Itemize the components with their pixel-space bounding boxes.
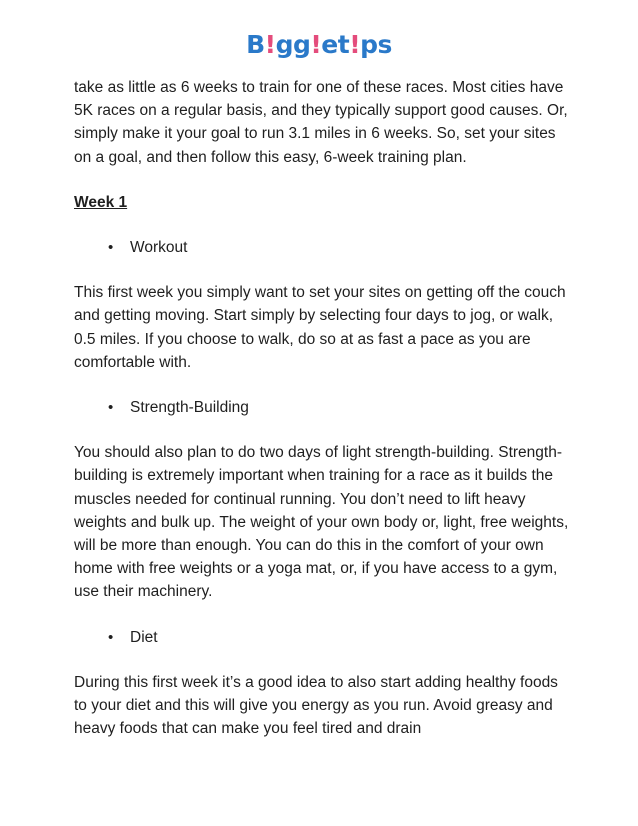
diet-paragraph: During this first week it’s a good idea to also start adding healthy foods to your diet and this will give you energy as you run. Avoid greasy and heavy foods that can make you feel tired and drain bbox=[74, 673, 558, 738]
bullet-icon: • bbox=[108, 399, 114, 417]
bullet-strength-building bbox=[108, 396, 574, 419]
document-body bbox=[74, 76, 574, 762]
intro-paragraph: take as little as 6 weeks to train for one of these races. Most cities have 5K races on a regular basis, and they typically support good causes. Or, simply make it your goal to run 3.1 miles in 6 weeks. So, set your sites on a goal, and then follow this easy, 6-week training plan. bbox=[74, 79, 568, 166]
bullet-label: Strength-Building bbox=[130, 399, 249, 417]
bullet-icon: • bbox=[108, 628, 114, 646]
logo-part: ! bbox=[349, 30, 361, 59]
week-heading: Week 1 bbox=[74, 193, 128, 211]
logo-part: ! bbox=[264, 30, 276, 59]
logo-part: B bbox=[246, 30, 265, 59]
brand-logo bbox=[0, 30, 638, 59]
bullet-label: Diet bbox=[130, 628, 158, 646]
strength-paragraph: You should also plan to do two days of light strength-building. Strength-building is extremely important when training for a race as it builds the muscles needed for continual running. You don’t need to lift heavy weights and bulk up. The weight of your own body or, light, free weights, will be more than enough. You can do this in the comfort of your own home with free weights or a yoga mat, or, if you have access to a gym, use their machinery. bbox=[74, 444, 569, 601]
workout-paragraph: This first week you simply want to set your sites on getting off the couch and getting moving. Start simply by selecting four days to jog, or walk, 0.5 miles. If you choose to walk, do so at as fast a pace as you are comfortable with. bbox=[74, 284, 566, 371]
logo-part: ! bbox=[310, 30, 322, 59]
logo-part: gg bbox=[275, 30, 311, 59]
logo-part: et bbox=[321, 30, 350, 59]
bullet-label: Workout bbox=[130, 239, 188, 257]
bullet-workout bbox=[108, 236, 574, 259]
logo-part: ps bbox=[360, 30, 392, 59]
bullet-diet bbox=[108, 626, 574, 649]
bullet-icon: • bbox=[108, 239, 114, 257]
